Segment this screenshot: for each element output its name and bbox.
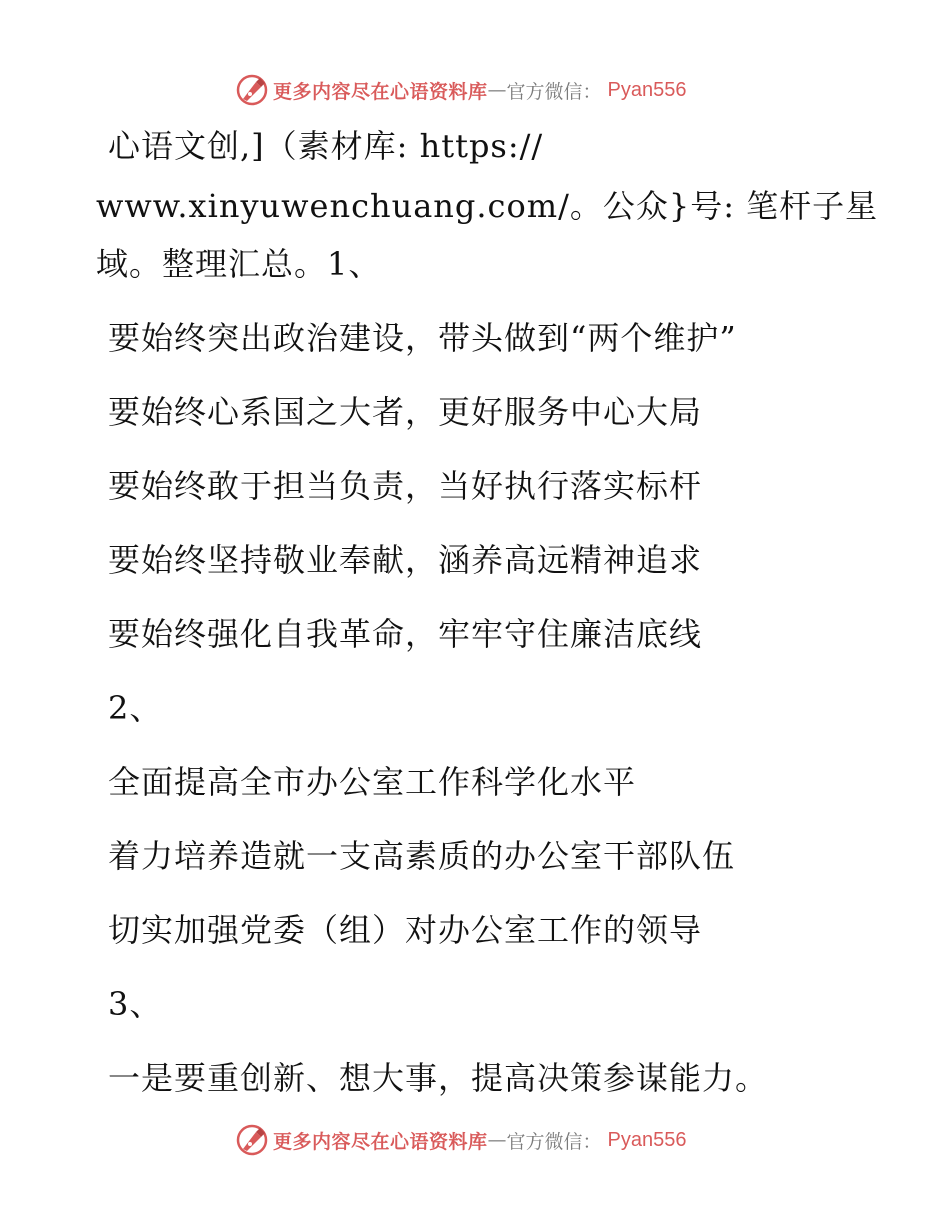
- intro-line-1: 心语文创,]（素材库: https://: [108, 127, 544, 165]
- intro-line-3: 域。整理汇总。1、: [96, 245, 382, 283]
- footer-watermark-banner: [235, 1122, 687, 1158]
- section3-item-1: 一是要重创新、想大事，提高决策参谋能力。: [108, 1059, 769, 1097]
- pen-nib-logo-icon: [235, 1123, 269, 1157]
- banner-account-id: Pyan556: [607, 1128, 687, 1151]
- banner-side-text: 官方微信：: [506, 1130, 602, 1153]
- section1-item-4: 要始终坚持敬业奉献，涵养高远精神追求: [108, 541, 703, 579]
- banner-account-id: Pyan556: [607, 78, 687, 101]
- header-watermark-banner: [235, 72, 687, 108]
- section2-number: 2、: [108, 689, 163, 727]
- banner-side-text: 官方微信：: [506, 80, 602, 103]
- banner-main-text: 更多内容尽在心语资料库: [273, 80, 488, 103]
- banner-separator: —: [487, 1129, 507, 1151]
- section1-item-5: 要始终强化自我革命，牢牢守住廉洁底线: [108, 615, 703, 653]
- section1-item-3: 要始终敢于担当负责，当好执行落实标杆: [108, 467, 703, 505]
- section2-item-2: 着力培养造就一支高素质的办公室干部队伍: [108, 837, 736, 875]
- banner-main-text: 更多内容尽在心语资料库: [273, 1130, 488, 1153]
- section2-item-1: 全面提高全市办公室工作科学化水平: [108, 763, 637, 801]
- section3-number: 3、: [108, 985, 163, 1023]
- banner-separator: —: [487, 79, 507, 101]
- section1-item-1: 要始终突出政治建设，带头做到“两个维护”: [108, 319, 737, 357]
- section1-item-2: 要始终心系国之大者，更好服务中心大局: [108, 393, 703, 431]
- intro-line-2: www.xinyuwenchuang.com/。公众}号: 笔杆子星: [96, 187, 879, 225]
- pen-nib-logo-icon: [235, 73, 269, 107]
- section2-item-3: 切实加强党委（组）对办公室工作的领导: [108, 911, 703, 949]
